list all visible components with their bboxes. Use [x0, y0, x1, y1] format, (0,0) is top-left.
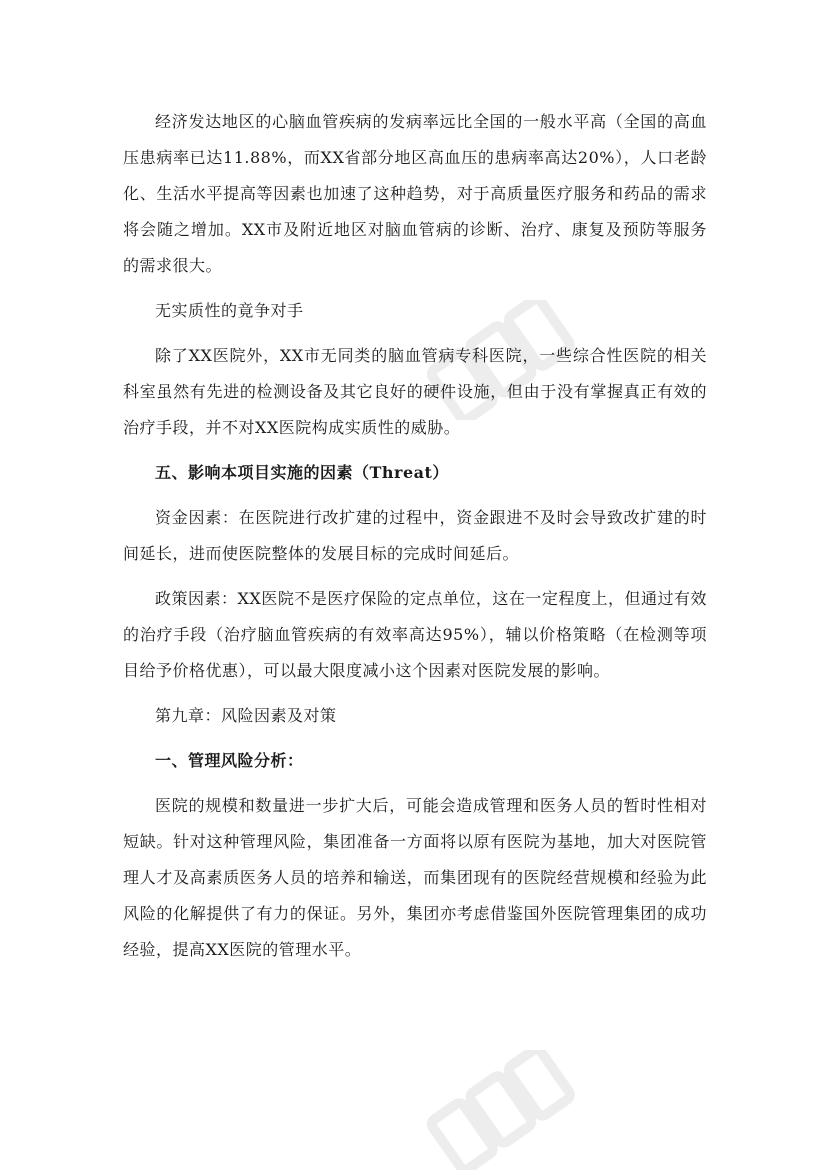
document-body — [123, 104, 707, 977]
paragraph-management-risk: 医院的规模和数量进一步扩大后，可能会造成管理和医务人员的暂时性相对短缺。针对这种管理风险，集团准备一方面将以原有医院为基地，加大对医院管理人才及高素质医务人员的培养和输送，而集团现有的医院经营规模和经验为此风险的化解提供了有力的保证。另外，集团亦考虑借鉴国外医院管理集团的成功经验，提高XX医院的管理水平。 — [123, 796, 707, 959]
chapter-title-risk: 第九章：风险因素及对策 — [155, 706, 337, 725]
paragraph-competition: 除了XX医院外，XX市无同类的脑血管病专科医院，一些综合性医院的相关科室虽然有先进的检测设备及其它良好的硬件设施，但由于没有掌握真正有效的治疗手段，并不对XX医院构成实质性的威胁。 — [123, 346, 707, 437]
paragraph-policy-factor: 政策因素：XX医院不是医疗保险的定点单位，这在一定程度上，但通过有效的治疗手段（治疗脑血管疾病的有效率高达95%），辅以价格策略（在检测等项目给予价格优惠），可以最大限度减小这个因素对医院发展的影响。 — [123, 589, 707, 680]
watermark-logo-icon — [420, 1050, 580, 1170]
paragraph-no-competitor-title: 无实质性的竟争对手 — [155, 301, 304, 320]
section-heading-threat: 五、影响本项目实施的因素（Threat） — [155, 463, 449, 482]
paragraph-market-demand: 经济发达地区的心脑血管疾病的发病率远比全国的一般水平高（全国的高血压患病率已达11.88%，而XX省部分地区高血压的患病率高达20%），人口老龄化、生活水平提高等因素也加速了这种趋势，对于高质量医疗服务和药品的需求将会随之增加。XX市及附近地区对脑血管病的诊断、治疗、康复及预防等服务的需求很大。 — [123, 112, 707, 275]
paragraph-funding-factor: 资金因素：在医院进行改扩建的过程中，资金跟进不及时会导致改扩建的时间延长，进而使医院整体的发展目标的完成时间延后。 — [123, 508, 707, 563]
section-heading-management-risk: 一、管理风险分析： — [155, 751, 304, 770]
